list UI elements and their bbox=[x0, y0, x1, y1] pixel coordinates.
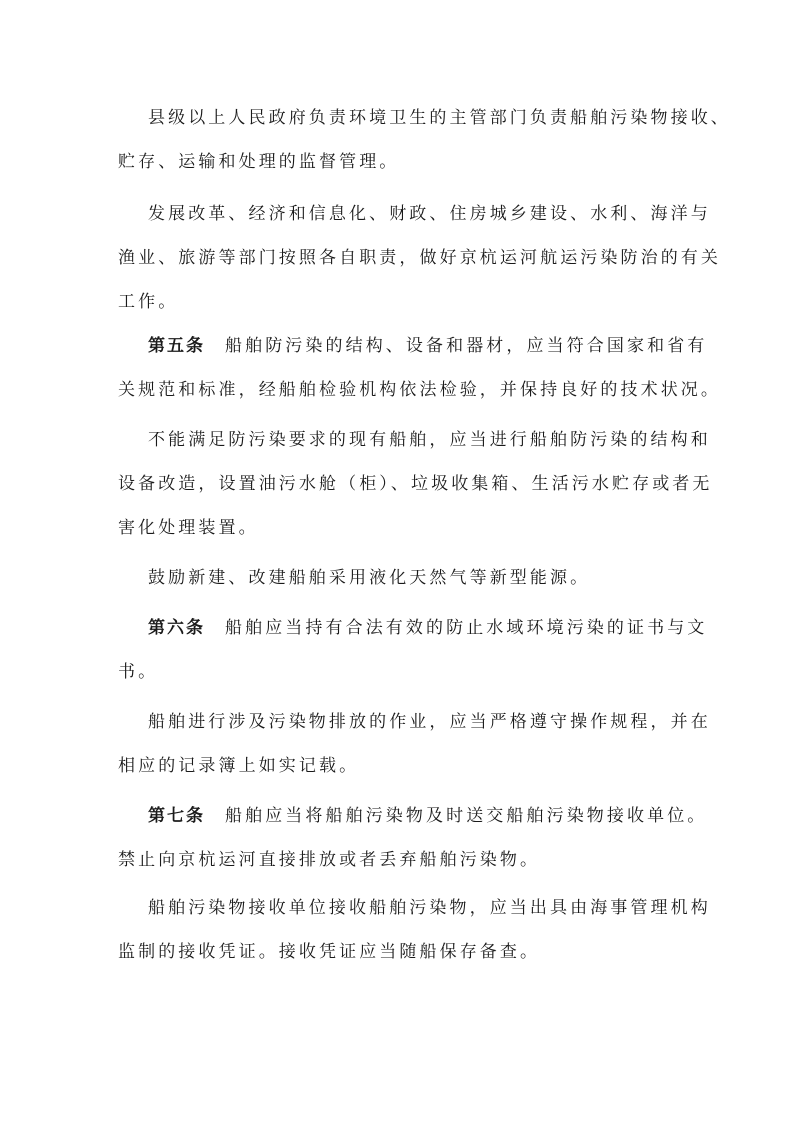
paragraph-line: 发展改革、经济和信息化、财政、住房城乡建设、水利、海洋与 bbox=[148, 204, 711, 224]
paragraph-line: 禁止向京杭运河直接排放或者丢弃船舶污染物。 bbox=[118, 850, 541, 870]
paragraph-line: 监制的接收凭证。接收凭证应当随船保存备查。 bbox=[118, 942, 541, 962]
paragraph-line: 鼓励新建、改建船舶采用液化天然气等新型能源。 bbox=[148, 568, 591, 588]
article-heading: 第六条 bbox=[148, 618, 205, 638]
paragraph-line: 工作。 bbox=[118, 292, 179, 312]
article-first-line bbox=[148, 616, 707, 640]
article-heading: 第五条 bbox=[148, 336, 205, 356]
paragraph-line: 不能满足防污染要求的现有船舶，应当进行船舶防污染的结构和 bbox=[148, 430, 711, 450]
article-heading: 第七条 bbox=[148, 806, 205, 826]
paragraph-line: 相应的记录簿上如实记载。 bbox=[118, 756, 360, 776]
paragraph-line: 书。 bbox=[118, 662, 159, 682]
paragraph-line: 船舶进行涉及污染物排放的作业，应当严格遵守操作规程，并在 bbox=[148, 712, 711, 732]
paragraph-line: 船舶污染物接收单位接收船舶污染物，应当出具由海事管理机构 bbox=[148, 898, 711, 918]
paragraph-line: 渔业、旅游等部门按照各自职责，做好京杭运河航运污染防治的有关 bbox=[118, 248, 721, 268]
paragraph-line: 关规范和标准，经船舶检验机构依法检验，并保持良好的技术状况。 bbox=[118, 380, 721, 400]
paragraph-line: 贮存、运输和处理的监督管理。 bbox=[118, 152, 400, 172]
article-text: 船舶应当持有合法有效的防止水域环境污染的证书与文 bbox=[225, 618, 708, 638]
paragraph-line: 县级以上人民政府负责环境卫生的主管部门负责船舶污染物接收、 bbox=[148, 108, 731, 128]
paragraph-line: 害化处理装置。 bbox=[118, 518, 259, 538]
article-text: 船舶应当将船舶污染物及时送交船舶污染物接收单位。 bbox=[225, 806, 708, 826]
article-text: 船舶防污染的结构、设备和器材，应当符合国家和省有 bbox=[225, 336, 708, 356]
paragraph-line: 设备改造，设置油污水舱（柜）、垃圾收集箱、生活污水贮存或者无 bbox=[118, 474, 713, 494]
article-first-line bbox=[148, 334, 707, 358]
article-first-line bbox=[148, 804, 707, 828]
